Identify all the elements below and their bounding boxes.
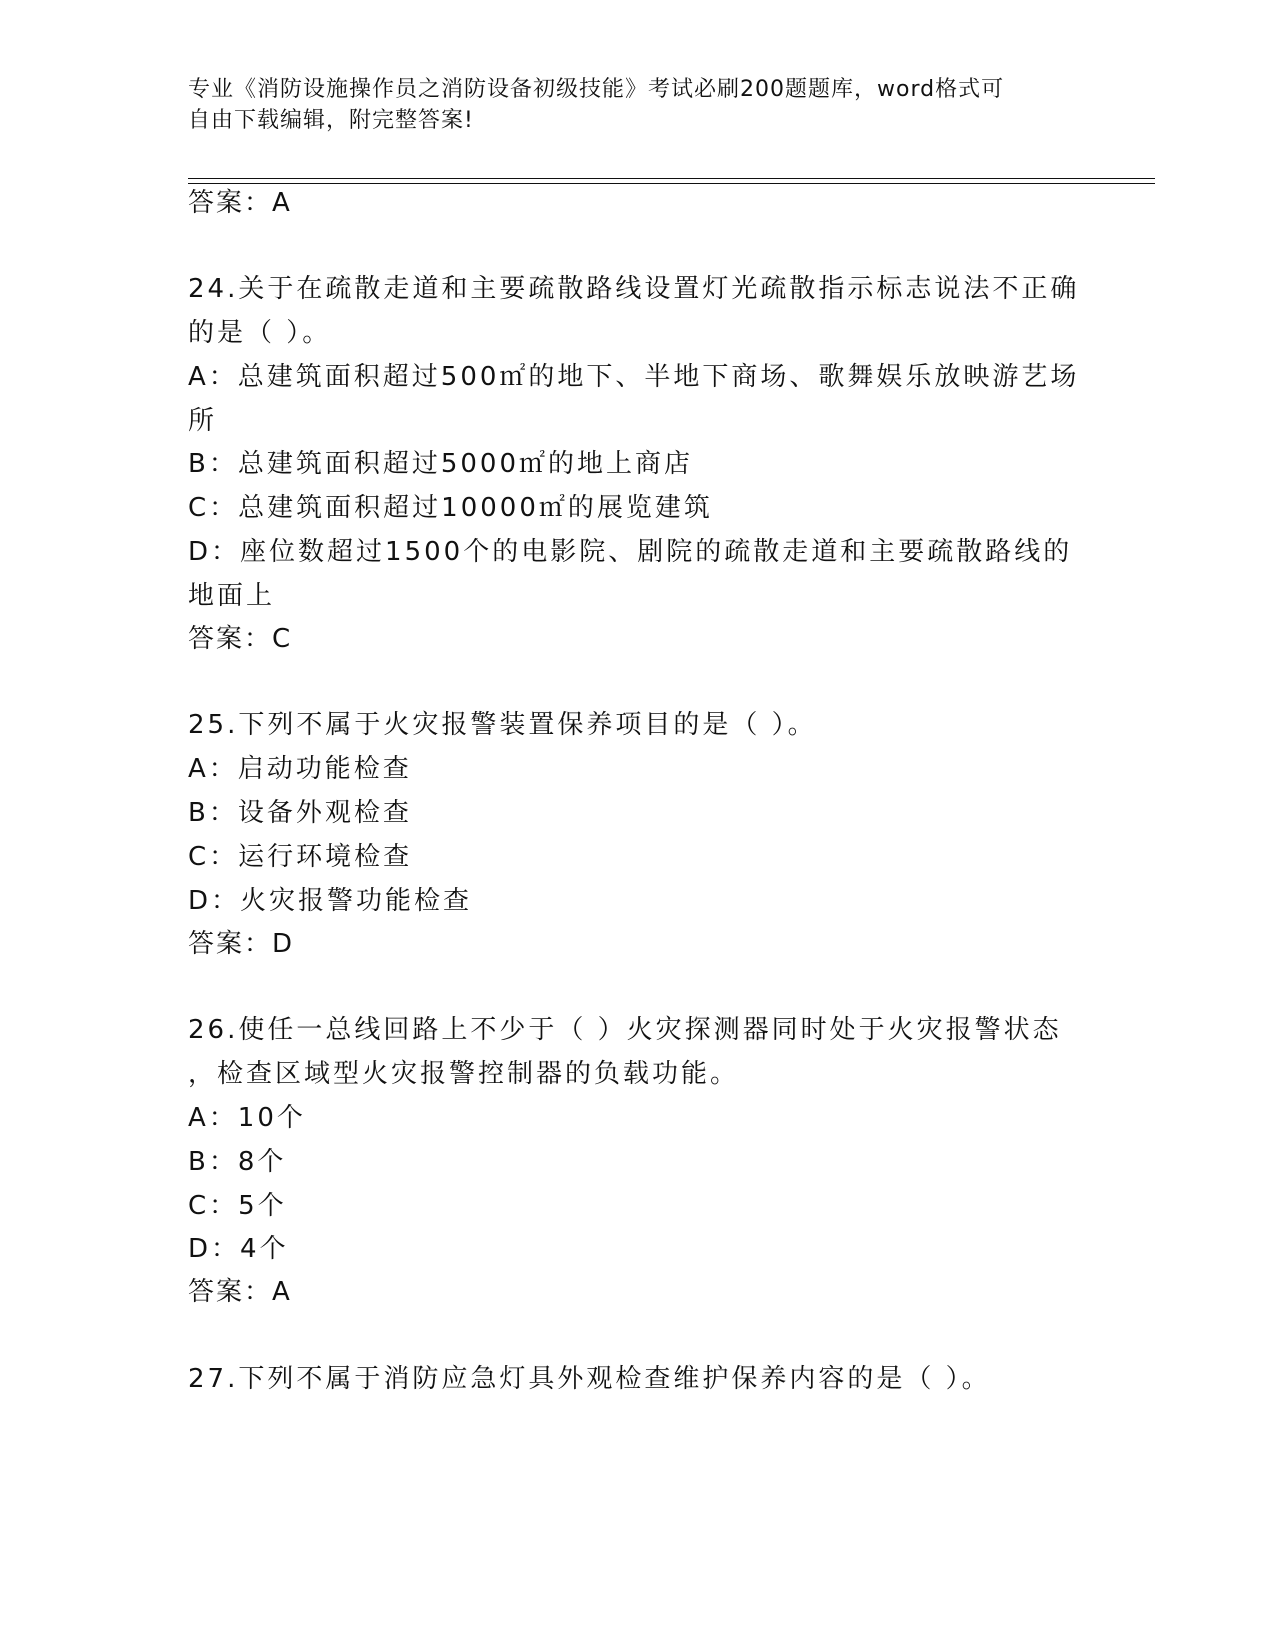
- question-24-option-d-line-1: D：座位数超过1500个的电影院、剧院的疏散走道和主要疏散路线的: [188, 537, 1073, 567]
- question-24-stem-line-1: 24.关于在疏散走道和主要疏散路线设置灯光疏散指示标志说法不正确: [188, 274, 1080, 304]
- question-25-option-c: C：运行环境检查: [188, 842, 413, 872]
- question-24-answer: 答案：C: [188, 624, 293, 654]
- question-25-answer: 答案：D: [188, 929, 295, 959]
- question-26-option-b: B：8个: [188, 1147, 287, 1177]
- question-25-option-a: A：启动功能检查: [188, 754, 412, 784]
- document-header: [188, 74, 1088, 136]
- question-24-option-b: B：总建筑面积超过5000㎡的地上商店: [188, 449, 694, 479]
- question-27-stem: 27.下列不属于消防应急灯具外观检查维护保养内容的是（ ）。: [188, 1364, 991, 1394]
- question-26-stem-line-1: 26.使任一总线回路上不少于（ ）火灾探测器同时处于火灾报警状态: [188, 1015, 1062, 1045]
- header-line-1: 专业《消防设施操作员之消防设备初级技能》考试必刷200题题库，word格式可: [188, 77, 1005, 102]
- question-25-stem: 25.下列不属于火灾报警装置保养项目的是（ ）。: [188, 710, 817, 740]
- question-24-option-a-line-1: A：总建筑面积超过500㎡的地下、半地下商场、歌舞娱乐放映游艺场: [188, 362, 1080, 392]
- question-24-stem-line-2: 的是（ ）。: [188, 318, 332, 348]
- question-25-option-d: D：火灾报警功能检查: [188, 886, 473, 916]
- question-24-option-d-line-2: 地面上: [188, 581, 276, 611]
- question-24-option-a-line-2: 所: [188, 406, 218, 436]
- question-26-stem-line-2: ，检查区域型火灾报警控制器的负载功能。: [188, 1059, 740, 1089]
- header-divider-bottom: [188, 183, 1155, 184]
- answer-prev: 答案：A: [188, 188, 292, 218]
- question-25-option-b: B：设备外观检查: [188, 798, 412, 828]
- question-26-option-c: C：5个: [188, 1191, 287, 1221]
- question-26-option-a: A：10个: [188, 1103, 306, 1133]
- question-24-option-c: C：总建筑面积超过10000㎡的展览建筑: [188, 493, 713, 523]
- question-26-answer: 答案：A: [188, 1277, 292, 1307]
- header-divider-top: [188, 178, 1155, 179]
- question-26-option-d: D：4个: [188, 1234, 289, 1264]
- header-line-2: 自由下载编辑，附完整答案!: [188, 108, 474, 133]
